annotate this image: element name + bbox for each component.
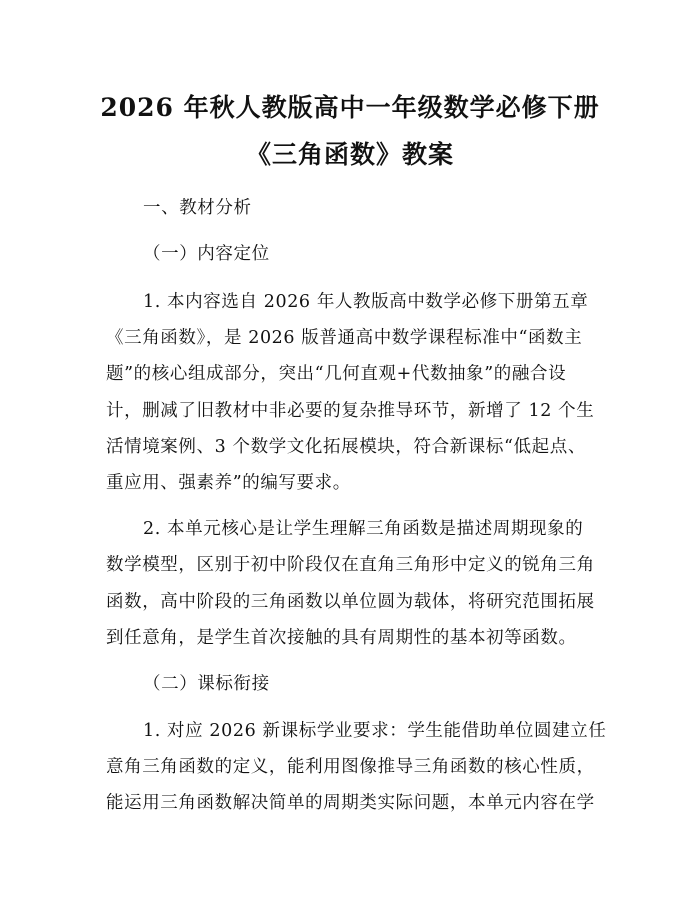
paragraph-line: 活情境案例、3 个数学文化拓展模块，符合新课标“低起点、: [106, 437, 586, 457]
document-title: 2026 年秋人教版高中一年级数学必修下册: [100, 93, 600, 122]
paragraph-line: 《三角函数》，是 2026 版普通高中数学课程标准中“函数主: [106, 328, 583, 348]
paragraph-line: 题”的核心组成部分，突出“几何直观+代数抽象”的融合设: [106, 364, 567, 384]
subsection-heading: （一）内容定位: [143, 244, 270, 264]
section-heading: 一、教材分析: [143, 198, 252, 218]
paragraph-line: 意角三角函数的定义，能利用图像推导三角函数的核心性质，: [106, 757, 595, 777]
paragraph-line: 函数，高中阶段的三角函数以单位圆为载体，将研究范围拓展: [106, 592, 595, 612]
paragraph-line: 1. 对应 2026 新课标学业要求：学生能借助单位圆建立任: [143, 721, 607, 741]
paragraph-line: 计，删减了旧教材中非必要的复杂推导环节，新增了 12 个生: [106, 401, 595, 421]
subsection-heading: （二）课标衔接: [143, 674, 270, 694]
paragraph-line: 到任意角，是学生首次接触的具有周期性的基本初等函数。: [106, 628, 577, 648]
paragraph-line: 重应用、强素养”的编写要求。: [106, 473, 351, 493]
paragraph-line: 1. 本内容选自 2026 年人教版高中数学必修下册第五章: [143, 292, 589, 312]
paragraph-line: 2. 本单元核心是让学生理解三角函数是描述周期现象的: [143, 519, 584, 539]
paragraph-line: 数学模型，区别于初中阶段仅在直角三角形中定义的锐角三角: [106, 555, 595, 575]
paragraph-line: 能运用三角函数解决简单的周期类实际问题，本单元内容在学: [106, 793, 595, 813]
document-subtitle: 《三角函数》教案: [245, 140, 454, 169]
